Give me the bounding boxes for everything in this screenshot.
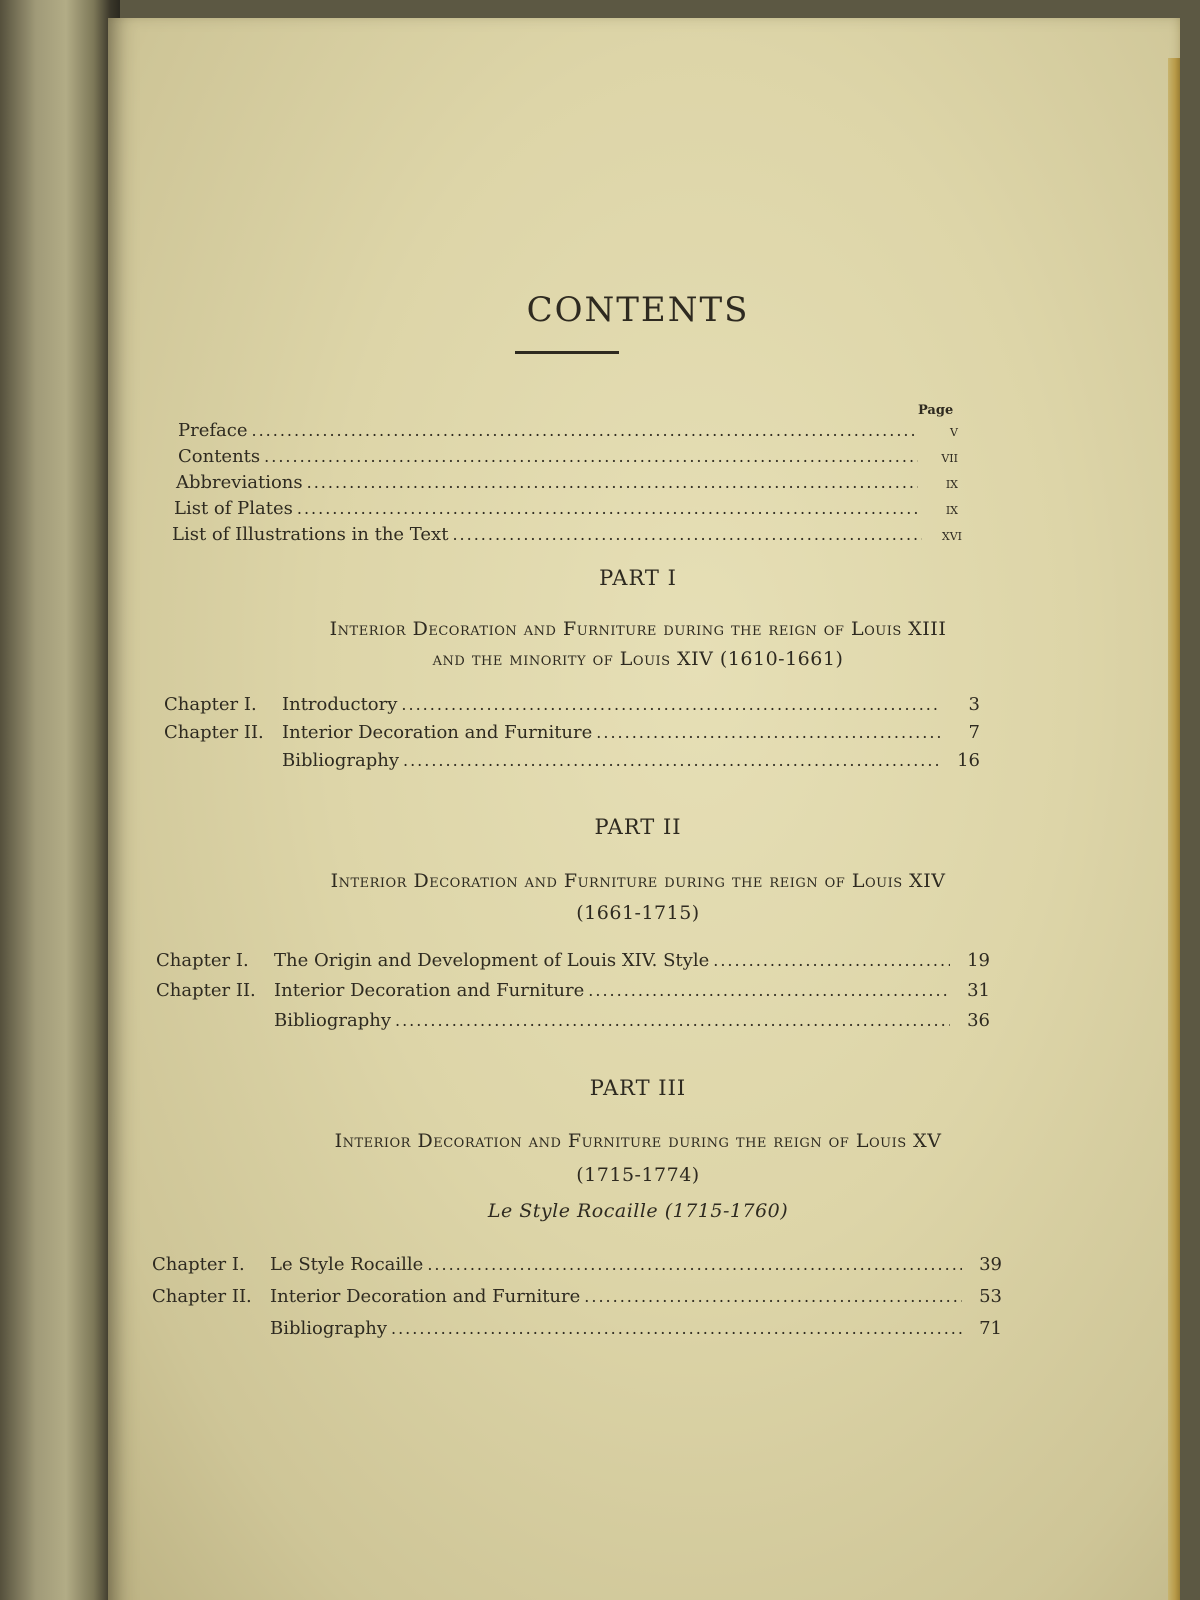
leader-dots	[252, 421, 919, 440]
toc-label: Preface	[178, 420, 248, 441]
part-1-subtitle-2: and the minority of Louis XIV (1610-1661)	[432, 648, 844, 670]
chapter-number: Chapter II.	[156, 980, 256, 1001]
leader-dots	[584, 1287, 962, 1306]
toc-label: Interior Decoration and Furniture	[282, 722, 593, 743]
leader-dots	[588, 981, 950, 1000]
page-column-heading: Page	[918, 403, 954, 418]
leader-dots	[452, 525, 922, 544]
leader-dots	[713, 951, 950, 970]
toc-page: vii	[941, 448, 958, 466]
leader-dots	[264, 447, 918, 466]
part-3-subtitle: Interior Decoration and Furniture during the reign of Louis XV	[334, 1130, 942, 1152]
toc-row-part2-bibliography	[156, 1010, 990, 1031]
part-2-subtitle: Interior Decoration and Furniture during the reign of Louis XIV	[330, 870, 946, 892]
part-1-title: PART I	[599, 566, 677, 590]
toc-label: Le Style Rocaille	[270, 1254, 424, 1275]
toc-row-list-of-plates	[174, 498, 958, 519]
toc-page: 31	[967, 980, 990, 1001]
toc-row-part1-bibliography	[164, 750, 980, 771]
toc-page: ix	[945, 500, 958, 518]
leader-dots	[401, 695, 940, 714]
leader-dots	[391, 1319, 962, 1338]
toc-label: Bibliography	[282, 750, 399, 771]
title-rule	[515, 351, 619, 354]
toc-page: v	[950, 422, 958, 440]
toc-page: ix	[945, 474, 958, 492]
leader-dots	[427, 1255, 962, 1274]
chapter-number: Chapter II.	[164, 722, 264, 743]
toc-label: Abbreviations	[176, 472, 303, 493]
toc-label: The Origin and Development of Louis XIV. Style	[274, 950, 710, 971]
chapter-number: Chapter II.	[152, 1286, 252, 1307]
toc-page: 7	[968, 722, 980, 743]
toc-row-abbreviations	[176, 472, 958, 493]
toc-page: 39	[979, 1254, 1002, 1275]
toc-label: Interior Decoration and Furniture	[274, 980, 585, 1001]
toc-page: 36	[967, 1010, 990, 1031]
contents-page	[108, 18, 1180, 1600]
page-edge	[1168, 58, 1180, 1600]
toc-page: 53	[979, 1286, 1002, 1307]
leader-dots	[403, 751, 940, 770]
chapter-number: Chapter I.	[164, 694, 257, 715]
toc-page: xvi	[941, 526, 962, 544]
leader-dots	[297, 499, 918, 518]
part-1-subtitle: Interior Decoration and Furniture during the reign of Louis XIII	[329, 618, 947, 640]
toc-row-part3-bibliography	[152, 1318, 1002, 1339]
toc-page: 71	[979, 1318, 1002, 1339]
toc-label: List of Plates	[174, 498, 293, 519]
leader-dots	[596, 723, 940, 742]
toc-label: Contents	[178, 446, 261, 467]
part-2-subtitle-2: (1661-1715)	[576, 902, 700, 924]
part-3-subtitle-3: Le Style Rocaille (1715-1760)	[487, 1200, 789, 1222]
chapter-number: Chapter I.	[156, 950, 249, 971]
part-2-title: PART II	[594, 815, 682, 839]
book-gutter	[0, 0, 120, 1600]
toc-row-part3-ch2	[152, 1286, 1002, 1307]
toc-row-preface	[178, 420, 958, 441]
toc-label: Interior Decoration and Furniture	[270, 1286, 581, 1307]
toc-row-part1-ch2	[164, 722, 980, 743]
toc-page: 19	[967, 950, 990, 971]
leader-dots	[395, 1011, 950, 1030]
part-3-subtitle-2: (1715-1774)	[576, 1164, 700, 1186]
page-title: CONTENTS	[526, 290, 750, 330]
toc-label: List of Illustrations in the Text	[172, 524, 449, 545]
toc-row-part2-ch1	[156, 950, 990, 971]
chapter-number: Chapter I.	[152, 1254, 245, 1275]
toc-label: Bibliography	[270, 1318, 387, 1339]
toc-row-part3-ch1	[152, 1254, 1002, 1275]
toc-row-part1-ch1	[164, 694, 980, 715]
toc-label: Introductory	[282, 694, 398, 715]
toc-row-part2-ch2	[156, 980, 990, 1001]
toc-row-contents	[178, 446, 958, 467]
part-3-title: PART III	[589, 1076, 687, 1100]
toc-page: 16	[957, 750, 980, 771]
toc-row-list-of-illustrations	[172, 524, 962, 545]
leader-dots	[307, 473, 918, 492]
toc-label: Bibliography	[274, 1010, 391, 1031]
toc-page: 3	[968, 694, 980, 715]
